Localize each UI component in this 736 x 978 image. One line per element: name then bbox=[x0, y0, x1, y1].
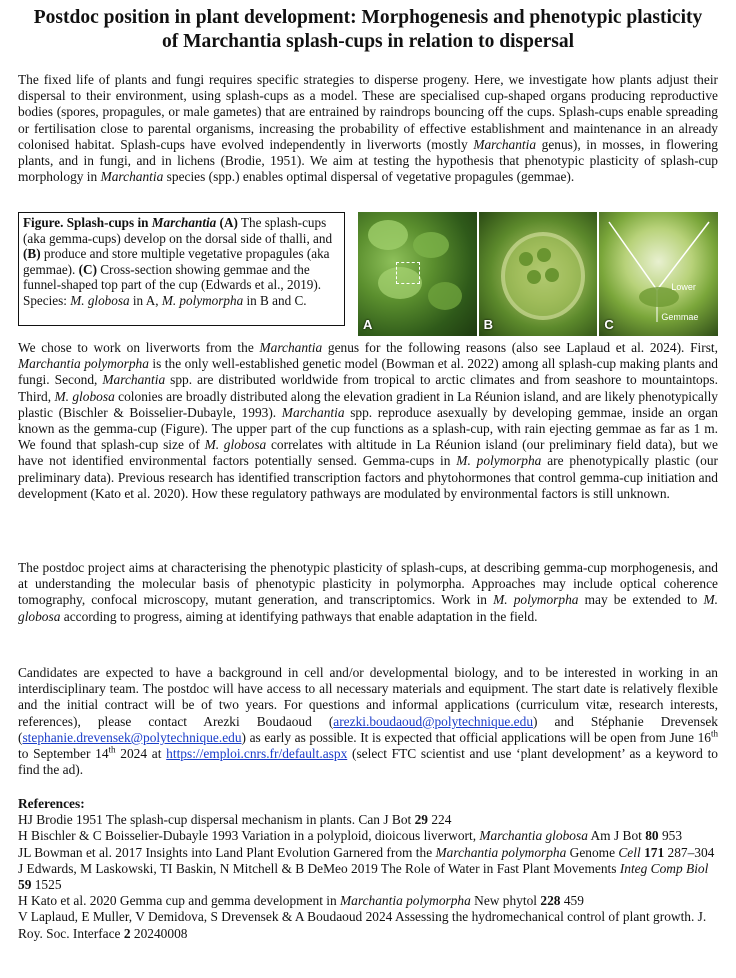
paragraph-aims: The postdoc project aims at characterising the phenotypic plasticity of splash-cups, at describing gemma-cup morphogenesis, and at understanding the molecular basis of phenotypic plasticity in polymorpha. Approaches may include optical coherence tomography, confocal microscopy, mutant generation, and transcriptomics. Work in M. polymorpha may be extended to M. globosa according to progress, aiming at identifying pathways that enable adaptation in the field. bbox=[18, 560, 718, 624]
reference-item: JL Bowman et al. 2017 Insights into Land Plant Evolution Garnered from the Marchantia polymorpha Genome Cell 171 287–304 bbox=[18, 844, 715, 860]
page-title bbox=[18, 6, 718, 54]
paragraph-rationale: We chose to work on liverworts from the Marchantia genus for the following reasons (also see Laplaud et al. 2024). First, Marchantia polymorpha is the only well-established genetic model (Bowman et al. 2022) among all splash-cup making plants and fungi. Second, Marchantia spp. are distributed worldwide from tropical to arctic climates and from seashore to mountaintops. Third, M. globosa colonies are broadly distributed along the elevation gradient in La Réunion island, and are likely phenotypically plastic (Bischler & Boisselier-Dubayle, 1993). Marchantia spp. reproduce asexually by developing gemmae, inside an organ known as the gemma-cup (Figure). The upper part of the cup functions as a splash-cup, with rain ejecting gemmae as far as 1 m. We found that splash-cup size of M. globosa correlates with altitude in La Réunion island (our preliminary field data), but we have not identified environmental factors potentially sensed. Gemma-cups in M. polymorpha are phenotypically plastic (our preliminary data). Previous research has identified transcription factors and phytohormones that control gemma-cup initiation and development (Kato et al. 2020). How these regulatory pathways are modulated by environmental factors is still unknown. bbox=[18, 340, 719, 501]
document-page bbox=[18, 6, 719, 941]
reference-item: H Kato et al. 2020 Gemma cup and gemma development in Marchantia polymorpha New phytol 228 459 bbox=[18, 893, 584, 909]
photo-b-label: B bbox=[483, 317, 494, 332]
photo-a-label: A bbox=[363, 317, 373, 332]
reference-item: J Edwards, M Laskowski, TI Baskin, N Mitchell & B DeMeo 2019 The Role of Water in Fast Plant Movements Integ Comp Biol 59 1525 bbox=[18, 860, 709, 893]
photo-c-lower-label: Lower bbox=[671, 282, 696, 292]
title-line-1: Postdoc position in plant development: Morphogenesis and phenotypic plasticity bbox=[33, 7, 703, 28]
application-url-link[interactable]: https://emploi.cnrs.fr/default.aspx bbox=[166, 746, 348, 762]
figure-photos bbox=[358, 212, 718, 336]
photo-b bbox=[479, 212, 598, 336]
title-line-2: of Marchantia splash-cups in relation to dispersal bbox=[161, 31, 575, 52]
photo-c-gemmae-label: Gemmae bbox=[661, 312, 699, 322]
figure-caption: Figure. Splash-cups in Marchantia (A) The splash-cups (aka gemma-cups) develop on the dorsal side of thalli, and (B) produce and store multiple vegetative propagules (aka gemmae). (C) Cross-section showing gemmae and the funnel-shaped top part of the cup (Edwards et al., 2019). Species: M. globosa in A, M. polymorpha in B and C. bbox=[18, 212, 345, 326]
email-link-boudaoud[interactable]: arezki.boudaoud@polytechnique.edu bbox=[333, 713, 534, 729]
references-heading: References: bbox=[18, 796, 85, 811]
photo-c bbox=[599, 212, 718, 336]
reference-item: H Bischler & C Boisselier-Dubayle 1993 Variation in a polyploid, dioicous liverwort, Marchantia globosa Am J Bot 80 953 bbox=[18, 828, 683, 844]
email-link-drevensek[interactable]: stephanie.drevensek@polytechnique.edu bbox=[22, 729, 242, 745]
references-section bbox=[18, 796, 718, 942]
photo-c-label: C bbox=[604, 317, 614, 332]
reference-item: V Laplaud, E Muller, V Demidova, S Drevensek & A Boudaoud 2024 Assessing the hydromechanical control of plant growth. J. Roy. Soc. Interface 2 20240008 bbox=[18, 909, 707, 941]
photo-a bbox=[358, 212, 477, 336]
reference-item: HJ Brodie 1951 The splash-cup dispersal mechanism in plants. Can J Bot 29 224 bbox=[18, 812, 452, 828]
intro-paragraph: The fixed life of plants and fungi requires specific strategies to disperse progeny. Here, we investigate how plants adjust their dispersal to their environment, using splash-cups as a model. These are specialised cup-shaped organs producing reproductive bodies (spores, propagules, or male gametes) that are entrained by raindrops bouncing off the cups. Splash-cups enable spreading or fertilisation close to parental organisms, increasing the probability of effective establishment and maintenance in an already colonised habitat. Splash-cups have evolved independently in liverworts (mostly Marchantia genus), in mosses, in flowering plants, and in fungi, and in lichens (Brodie, 1951). We aim at testing the hypothesis that phenotypic plasticity of splash-cup morphology in Marchantia species (spp.) enables optimal dispersal of vegetative propagules (gemmae). bbox=[18, 72, 719, 185]
paragraph-candidates: Candidates are expected to have a background in cell and/or developmental biology, and to be interested in working in an interdisciplinary team. The postdoc will have access to all necessary materials and equipment. The start date is relatively flexible and the initial contract will be of two years. For questions and informal applications (curriculum vitæ, research interests, references), please contact Arezki Boudaoud (arezki.boudaoud@polytechnique.edu) and Stéphanie Drevensek (stephanie.drevensek@polytechnique.edu) as early as possible. It is expected that official applications will be open from June 16th to September 14th 2024 at https://emploi.cnrs.fr/default.aspx (select FTC scientist and use ‘plant development’ as a keyword to find the ad). bbox=[18, 665, 719, 778]
cup-outline bbox=[599, 212, 718, 336]
figure bbox=[18, 212, 718, 336]
